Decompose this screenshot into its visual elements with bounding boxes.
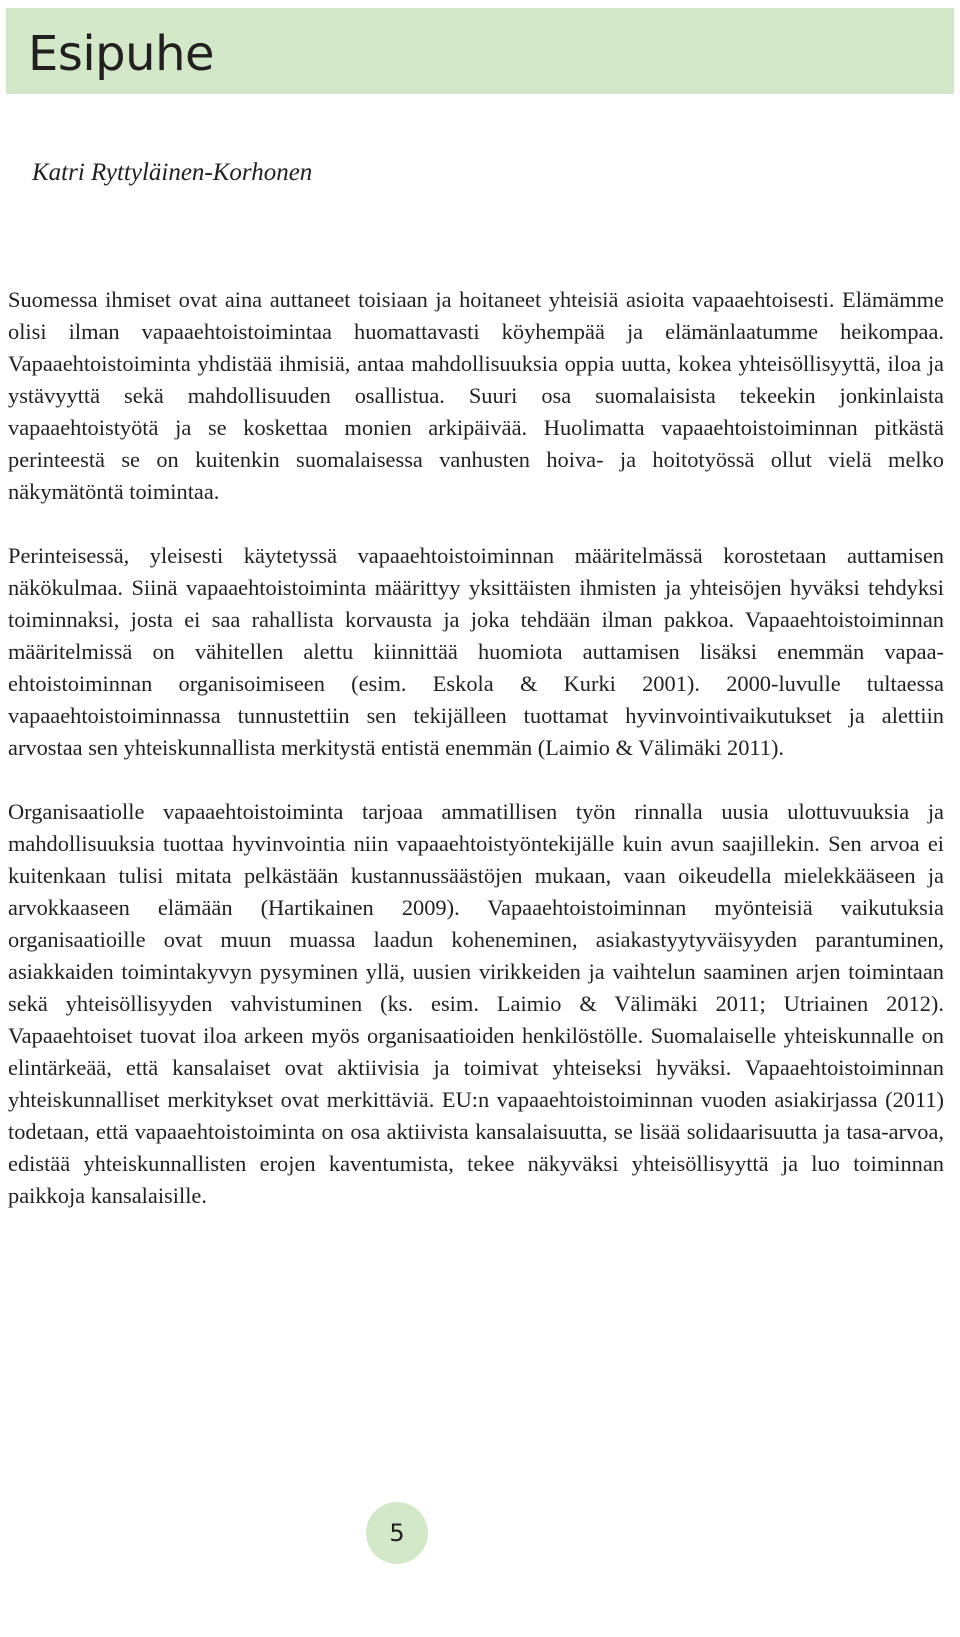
- page-number: 5: [389, 1519, 405, 1547]
- paragraph-2: Perinteisessä, yleisesti käytetyssä vapaaehtoistoiminnan määritelmässä korostetaan auttamisen näkökulmaa. Siinä vapaaehtoistoiminta määrittyy yksittäisten ihmisten ja yhteisöjen hyväksi tehdyksi toiminnaksi, josta ei saa rahallista korvausta ja joka tehdään ilman pakkoa. Vapaaehtoistoiminnan määritelmissä on vähitellen alettu kiinnittää huomiota auttamisen lisäksi enemmän vapaaehtoistoiminnan organisoimiseen (esim. Eskola & Kurki 2001). 2000-luvulle tultaessa vapaaehtoistoiminnassa tunnustettiin sen tekijälleen tuottamat hyvinvointivaikutukset ja alettiin arvostaa sen yhteiskunnallista merkitystä entistä enemmän (Laimio & Välimäki 2011).: [8, 543, 944, 760]
- paragraph-1: Suomessa ihmiset ovat aina auttaneet toisiaan ja hoitaneet yhteisiä asioita vapaaehtoisesti. Elämämme olisi ilman vapaaehtoistoimintaa huomattavasti köyhempää ja elämänlaatumme heikompaa. Vapaaehtoistoiminta yhdistää ihmisiä, antaa mahdollisuuksia oppia uutta, kokea yhteisöllisyyttä, iloa ja ystävyyttä sekä mahdollisuuden osallistua. Suuri osa suomalaisista tekeekin jonkinlaista vapaaehtoistyötä ja se koskettaa monien arkipäivää. Huolimatta vapaaehtoistoiminnan pitkästä perinteestä se on kuitenkin suomalaisessa vanhusten hoiva- ja hoitotyössä ollut vielä melko näkymätöntä toimintaa.: [8, 287, 944, 504]
- author-name: Katri Ryttyläinen-Korhonen: [32, 159, 313, 186]
- body-text: [8, 284, 944, 1212]
- title-band: [6, 8, 954, 94]
- paragraph-3: Organisaatiolle vapaaehtoistoiminta tarjoaa ammatillisen työn rinnalla uusia ulottuvuuksia ja mahdollisuuksia tuottaa hyvinvointia niin vapaaehtoistyöntekijälle kuin avun saajillekin. Sen arvoa ei kuitenkaan tulisi mitata pelkästään kustannussäästöjen mukaan, vaan oikeudella mielekkääseen ja arvokkaaseen elämään (Hartikainen 2009). Vapaaehtoistoiminnan myönteisiä vaikutuksia organisaatioille ovat muun muassa laadun koheneminen, asiakastyytyväisyyden parantuminen, asiakkaiden toimintakyvyn pysyminen yllä, uusien virikkeiden ja vaihtelun saaminen arjen toimintaan sekä yhteisöllisyyden vahvistuminen (ks. esim. Laimio & Välimäki 2011; Utriainen 2012). Vapaaehtoiset tuovat iloa arkeen myös organisaatioiden henkilöstölle. Suomalaiselle yhteiskunnalle on elintärkeää, että kansalaiset ovat aktiivisia ja toimivat yhteiseksi hyväksi. Vapaaehtoistoiminnan yhteiskunnalliset merkitykset ovat merkittäviä. EU:n vapaaehtoistoiminnan vuoden asiakirjassa (2011) todetaan, että vapaaehtoistoiminta on osa aktiivista kansalaisuutta, se lisää solidaarisuutta ja tasa-arvoa, edistää yhteiskunnallisten erojen kaventumista, tekee näkyväksi yhteisöllisyyttä ja luo toiminnan paikkoja kansalaisille.: [8, 799, 944, 1208]
- page-title: Esipuhe: [28, 26, 215, 82]
- page-number-badge: [366, 1502, 428, 1564]
